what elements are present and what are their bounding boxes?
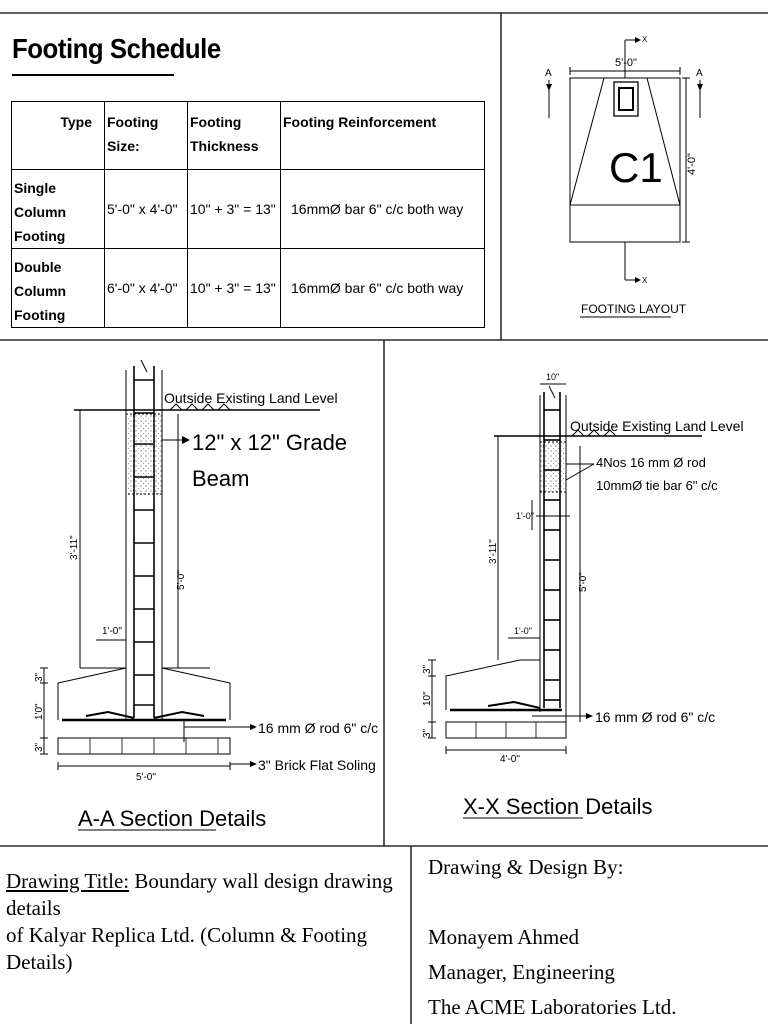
layout-caption: FOOTING LAYOUT	[581, 302, 687, 316]
header-reinforcement: Footing Reinforcement	[281, 102, 485, 170]
header-size-line2: Size:	[107, 138, 140, 154]
row1-reinforcement: 16mmØ bar 6" c/c both way	[281, 170, 485, 249]
xx-dim-column-text: 5'-0"	[578, 572, 589, 592]
xx-dim-soling-text: 3"	[422, 728, 433, 738]
row1-thickness: 10" + 3" = 13"	[188, 170, 281, 249]
row2-type-line2: Footing	[14, 307, 66, 323]
xx-land-level: Outside Existing Land Level	[570, 418, 744, 434]
row1-size: 5'-0" x 4'-0"	[105, 170, 188, 249]
table-row	[12, 249, 485, 328]
schedule-title-underline	[12, 74, 174, 76]
aa-dim-footing-text: 1'0"	[34, 703, 45, 720]
row2-type	[12, 249, 105, 328]
aa-soling-note: 3" Brick Flat Soling	[258, 757, 376, 773]
designer-role: Manager, Engineering	[428, 960, 615, 984]
aa-beam-line1: 12" x 12" Grade	[192, 430, 348, 455]
xx-dim-height-text: 3'-11"	[488, 539, 499, 564]
aa-dim-base-text: 5'-0"	[136, 772, 156, 783]
layout-section-a-right: A	[696, 68, 703, 79]
row1-type-line1: Single Column	[14, 180, 67, 220]
designer-label: Drawing & Design By:	[428, 855, 624, 879]
header-type: Type	[12, 102, 105, 170]
xx-dim-beam-text: 1'-0"	[516, 511, 534, 521]
layout-section-x-top: X	[642, 35, 648, 44]
xx-dim-footing-text: 10"	[422, 691, 433, 706]
schedule-title: Footing Schedule	[12, 33, 221, 64]
row1-type-line2: Footing	[14, 228, 66, 244]
header-size-line1: Footing	[107, 114, 159, 130]
row2-reinforcement: 16mmØ bar 6" c/c both way	[281, 249, 485, 328]
layout-width-dim: 5'-0"	[615, 57, 637, 69]
header-size	[105, 102, 188, 170]
drawing-title-label: Drawing Title:	[6, 869, 130, 893]
layout-section-a-left: A	[545, 68, 552, 79]
aa-land-level: Outside Existing Land Level	[164, 390, 338, 406]
row2-type-line1: Double Column	[14, 259, 67, 299]
xx-rod-note: 16 mm Ø rod 6" c/c	[595, 709, 716, 725]
drawing-title-line2: of Kalyar Replica Ltd. (Column & Footing Details)	[6, 923, 368, 974]
xx-caption: X-X Section Details	[463, 794, 653, 819]
xx-rod-note-line2: 10mmØ tie bar 6" c/c	[596, 478, 718, 493]
aa-dim-column-text: 5'-0"	[176, 570, 187, 590]
header-thickness-line1: Footing	[190, 114, 242, 130]
xx-dim-offset-text: 1'-0"	[514, 626, 532, 636]
aa-caption: A-A Section Details	[78, 806, 267, 831]
aa-dim-height-text: 3'-11"	[69, 535, 80, 560]
xx-rod-note-line1: 4Nos 16 mm Ø rod	[596, 455, 706, 470]
designer-name: Monayem Ahmed	[428, 925, 580, 949]
drawing-title-line1: Boundary wall design drawing details	[6, 869, 393, 920]
aa-rod-note: 16 mm Ø rod 6" c/c	[258, 720, 379, 736]
row1-type	[12, 170, 105, 249]
drawing-title-block	[6, 868, 406, 976]
footing-schedule-table	[11, 101, 485, 328]
aa-dim-top-text: 3"	[34, 672, 45, 682]
designer-company: The ACME Laboratories Ltd.	[428, 995, 677, 1019]
table-header-row	[12, 102, 485, 170]
xx-dim-base-text: 4'-0"	[500, 754, 520, 765]
aa-dim-soling-text: 3"	[34, 742, 45, 752]
layout-column-mark: C1	[609, 144, 663, 191]
aa-beam-line2: Beam	[192, 466, 250, 491]
designer-block	[428, 850, 758, 1025]
header-thickness-line2: Thickness	[190, 138, 259, 154]
layout-section-x-bottom: X	[642, 276, 648, 285]
xx-dim-top-text: 3"	[422, 664, 433, 674]
table-row	[12, 170, 485, 249]
row2-size: 6'-0" x 4'-0"	[105, 249, 188, 328]
row2-thickness: 10" + 3" = 13"	[188, 249, 281, 328]
xx-dim-wall-text: 10"	[546, 372, 560, 382]
aa-dim-offset-text: 1'-0"	[102, 626, 122, 637]
header-thickness	[188, 102, 281, 170]
layout-depth-dim: 4'-0"	[686, 153, 698, 175]
